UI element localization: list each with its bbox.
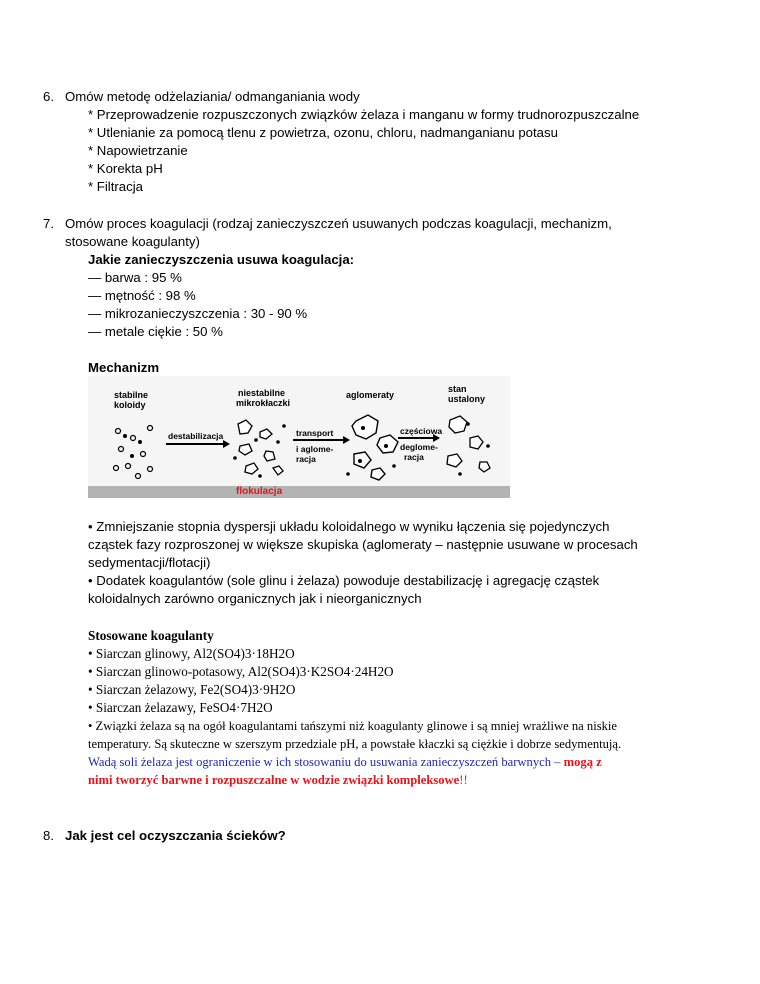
coagulant-item: • Siarczan glinowo-potasowy, Al2(SO4)3·K2SO4·24H2O bbox=[88, 664, 394, 679]
label-agglomerates: aglomeraty bbox=[346, 390, 395, 400]
q7-number: 7. bbox=[43, 216, 54, 231]
q6-item: * Przeprowadzenie rozpuszczonych związków żelaza i manganu w formy trudnorozpuszczalne bbox=[88, 107, 640, 122]
drawback-line1 bbox=[88, 753, 602, 771]
mechanism-heading: Mechanizm bbox=[88, 360, 160, 375]
removal-item: — mikrozanieczyszczenia : 30 - 90 % bbox=[88, 306, 308, 321]
mechanism-text: • Dodatek koagulantów (sole glinu i żelaza) powoduje destabilizację i agregację cząstek bbox=[88, 573, 600, 588]
iron-note: • Związki żelaza są na ogół koagulantami tańszymi niż koagulanty glinowe i są mniej wrażliwe na niskie bbox=[88, 719, 617, 733]
q8-number: 8. bbox=[43, 828, 54, 843]
label-transport: transport i aglome-racja bbox=[296, 428, 334, 464]
q8-title: Jak jest cel oczyszczania ścieków? bbox=[65, 828, 286, 843]
drawback-line2 bbox=[88, 771, 468, 789]
q6-item: * Utlenianie za pomocą tlenu z powietrza, ozonu, chloru, nadmanganianu potasu bbox=[88, 125, 558, 140]
flocculation-bar bbox=[88, 486, 510, 498]
coagulation-mechanism-diagram bbox=[88, 376, 510, 498]
coagulants-heading: Stosowane koagulanty bbox=[88, 628, 214, 643]
mechanism-text: cząstek fazy rozproszonej w większe skupiska (aglomeraty – następnie usuwane w procesach bbox=[88, 537, 638, 552]
drawback-red-text: mogą z bbox=[563, 755, 602, 769]
label-stable-colloids: stabilne koloidy bbox=[114, 390, 149, 410]
label-deglomeration: częściowa deglome-racja bbox=[400, 426, 443, 462]
coagulant-item: • Siarczan glinowy, Al2(SO4)3·18H2O bbox=[88, 646, 295, 661]
label-unstable-flocs: niestabilne mikrokłaczki bbox=[236, 388, 291, 408]
mechanism-text: koloidalnych zarówno organicznych jak i nieorganicznych bbox=[88, 591, 422, 606]
drawback-exclamation: !! bbox=[459, 773, 468, 787]
coagulant-item: • Siarczan żelazowy, Fe2(SO4)3·9H2O bbox=[88, 682, 296, 697]
q7-title-line2: stosowane koagulanty) bbox=[65, 234, 200, 249]
flocculation-label: flokulacja bbox=[236, 486, 283, 497]
label-destabilization: destabilizacja bbox=[168, 431, 224, 441]
coagulant-item: • Siarczan żelazawy, FeSO4·7H2O bbox=[88, 700, 273, 715]
drawback-blue-text: Wadą soli żelaza jest ograniczenie w ich stosowaniu do usuwania zanieczyszczeń barwnych – bbox=[88, 755, 564, 769]
q6-item: * Korekta pH bbox=[88, 161, 163, 176]
q6-number: 6. bbox=[43, 89, 54, 104]
mechanism-text: sedymentacji/flotacji) bbox=[88, 555, 211, 570]
removal-item: — metale ciękie : 50 % bbox=[88, 324, 223, 339]
removal-item: — mętność : 98 % bbox=[88, 288, 196, 303]
removal-heading: Jakie zanieczyszczenia usuwa koagulacja: bbox=[88, 252, 355, 267]
drawback-red-text: nimi tworzyć barwne i rozpuszczalne w wodzie związki kompleksowe bbox=[88, 773, 460, 787]
mechanism-text: • Zmniejszanie stopnia dyspersji układu koloidalnego w wyniku łączenia się pojedynczych bbox=[88, 519, 610, 534]
q6-item: * Filtracja bbox=[88, 179, 143, 194]
label-steady-state: stan ustalony bbox=[448, 384, 486, 404]
iron-note: temperatury. Są skuteczne w szerszym przedziale pH, a powstałe kłaczki są ciężkie i dobrze sedymentują. bbox=[88, 737, 622, 751]
q6-title: Omów metodę odżelaziania/ odmanganiania wody bbox=[65, 89, 360, 104]
removal-item: — barwa : 95 % bbox=[88, 270, 182, 285]
q6-item: * Napowietrzanie bbox=[88, 143, 188, 158]
q7-title-line1: Omów proces koagulacji (rodzaj zanieczyszczeń usuwanych podczas koagulacji, mechanizm, bbox=[65, 216, 612, 231]
